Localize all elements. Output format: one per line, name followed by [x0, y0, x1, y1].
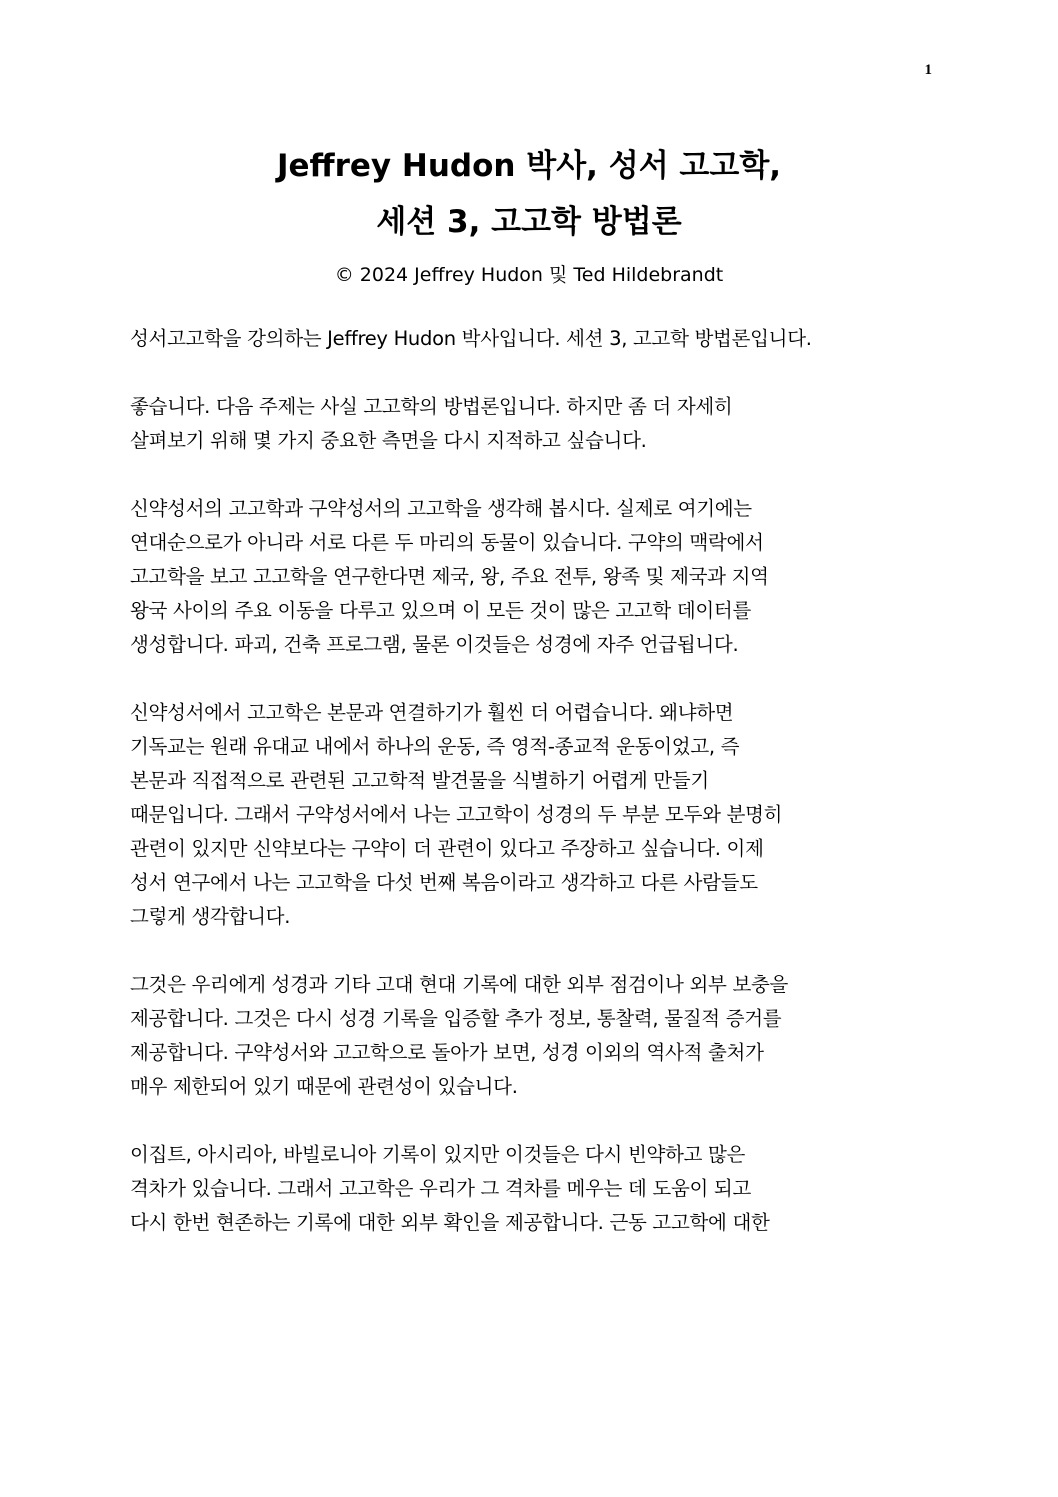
text-line: 연대순으로가 아니라 서로 다른 두 마리의 동물이 있습니다. 구약의 맥락에서: [130, 531, 764, 554]
text-line: 제공합니다. 구약성서와 고고학으로 돌아가 보면, 성경 이외의 역사적 출처가: [130, 1041, 764, 1064]
text-line: 그것은 우리에게 성경과 기타 고대 현대 기록에 대한 외부 점검이나 외부 보충을: [130, 973, 789, 996]
body-text: [130, 322, 930, 1274]
paragraph-2: [130, 390, 930, 458]
text-line: 때문입니다. 그래서 구약성서에서 나는 고고학이 성경의 두 부분 모두와 분명히: [130, 803, 783, 826]
text-line: 관련이 있지만 신약보다는 구약이 더 관련이 있다고 주장하고 싶습니다. 이제: [130, 837, 764, 860]
text-line: 고고학을 보고 고고학을 연구한다면 제국, 왕, 주요 전투, 왕족 및 제국과 지역: [130, 565, 769, 588]
copyright-notice: © 2024 Jeffrey Hudon 및 Ted Hildebrandt: [334, 264, 724, 286]
text-line: 격차가 있습니다. 그래서 고고학은 우리가 그 격차를 메우는 데 도움이 되고: [130, 1177, 751, 1200]
text-line: 기독교는 원래 유대교 내에서 하나의 운동, 즉 영적-종교적 운동이었고, 즉: [130, 735, 740, 758]
text-line: 신약성서의 고고학과 구약성서의 고고학을 생각해 봅시다. 실제로 여기에는: [130, 497, 752, 520]
text-line: 제공합니다. 그것은 다시 성경 기록을 입증할 추가 정보, 통찰력, 물질적 증거를: [130, 1007, 782, 1030]
text-line: 성서 연구에서 나는 고고학을 다섯 번째 복음이라고 생각하고 다른 사람들도: [130, 871, 758, 894]
paragraph-3: [130, 492, 930, 662]
document-title-line-1: Jeffrey Hudon 박사, 성서 고고학,: [276, 148, 782, 184]
document-title-line-2: 세션 3, 고고학 방법론: [376, 204, 682, 240]
paragraph-4: [130, 696, 930, 934]
paragraph-5: [130, 968, 930, 1104]
text-line: 좋습니다. 다음 주제는 사실 고고학의 방법론입니다. 하지만 좀 더 자세히: [130, 395, 733, 418]
paragraph-1: [130, 322, 930, 356]
text-line: 다시 한번 현존하는 기록에 대한 외부 확인을 제공합니다. 근동 고고학에 대한: [130, 1211, 770, 1234]
text-line: 생성합니다. 파괴, 건축 프로그램, 물론 이것들은 성경에 자주 언급됩니다.: [130, 633, 739, 656]
text-line: 살펴보기 위해 몇 가지 중요한 측면을 다시 지적하고 싶습니다.: [130, 429, 647, 452]
text-line: 이집트, 아시리아, 바빌로니아 기록이 있지만 이것들은 다시 빈약하고 많은: [130, 1143, 746, 1166]
text-line: 성서고고학을 강의하는 Jeffrey Hudon 박사입니다. 세션 3, 고고학 방법론입니다.: [130, 327, 812, 350]
page-number: 1: [924, 62, 932, 78]
text-line: 매우 제한되어 있기 때문에 관련성이 있습니다.: [130, 1075, 518, 1098]
text-line: 신약성서에서 고고학은 본문과 연결하기가 훨씬 더 어렵습니다. 왜냐하면: [130, 701, 734, 724]
paragraph-6: [130, 1138, 930, 1240]
text-line: 본문과 직접적으로 관련된 고고학적 발견물을 식별하기 어렵게 만들기: [130, 769, 709, 792]
text-line: 왕국 사이의 주요 이동을 다루고 있으며 이 모든 것이 많은 고고학 데이터를: [130, 599, 751, 622]
text-line: 그렇게 생각합니다.: [130, 905, 291, 928]
